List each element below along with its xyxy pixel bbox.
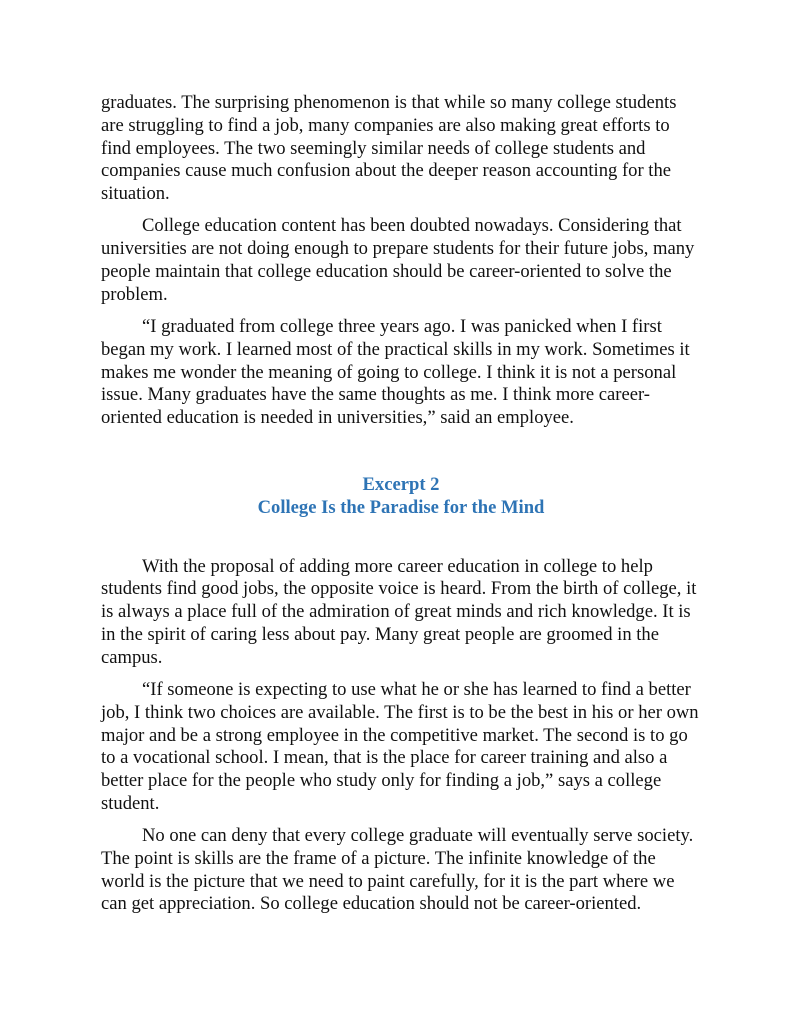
- excerpt-heading: [101, 474, 701, 520]
- paragraph-career-education-doubt: College education content has been doubted nowadays. Considering that universities are not doing enough to prepare students for their future jobs, many people maintain that college education should be career-oriented to solve the problem.: [101, 215, 695, 305]
- excerpt-title: College Is the Paradise for the Mind: [257, 496, 545, 518]
- paragraph-conclusion: No one can deny that every college graduate will eventually serve society. The point is skills are the frame of a picture. The infinite knowledge of the world is the picture that we need to paint carefully, for it is the part where we can get appreciation. So college education should not be career-oriented.: [101, 825, 694, 915]
- document-body: [101, 92, 701, 926]
- paragraph-continuation: graduates. The surprising phenomenon is that while so many college students are struggling to find a job, many companies are also making great efforts to find employees. The two seemingly similar needs of college students and companies cause much confusion about the deeper reason accounting for the situation.: [101, 92, 677, 205]
- paragraph-student-quote: “If someone is expecting to use what he or she has learned to find a better job, I think two choices are available. The first is to be the best in his or her own major and be a strong employee in the competitive market. The second is to go to a vocational school. I mean, that is the place for career training and also a better place for the people who study only for finding a job,” says a college student.: [101, 678, 699, 814]
- excerpt-label: Excerpt 2: [362, 473, 440, 495]
- paragraph-employee-quote: “I graduated from college three years ago. I was panicked when I first began my work. I learned most of the practical skills in my work. Sometimes it makes me wonder the meaning of going to college. I think it is not a personal issue. Many graduates have the same thoughts as me. I think more career-oriented education is needed in universities,” said an employee.: [101, 315, 690, 429]
- paragraph-opposite-voice: With the proposal of adding more career education in college to help students find good jobs, the opposite voice is heard. From the birth of college, it is always a place full of the admiration of great minds and rich knowledge. It is in the spirit of caring less about pay. Many great people are groomed in the campus.: [101, 555, 697, 668]
